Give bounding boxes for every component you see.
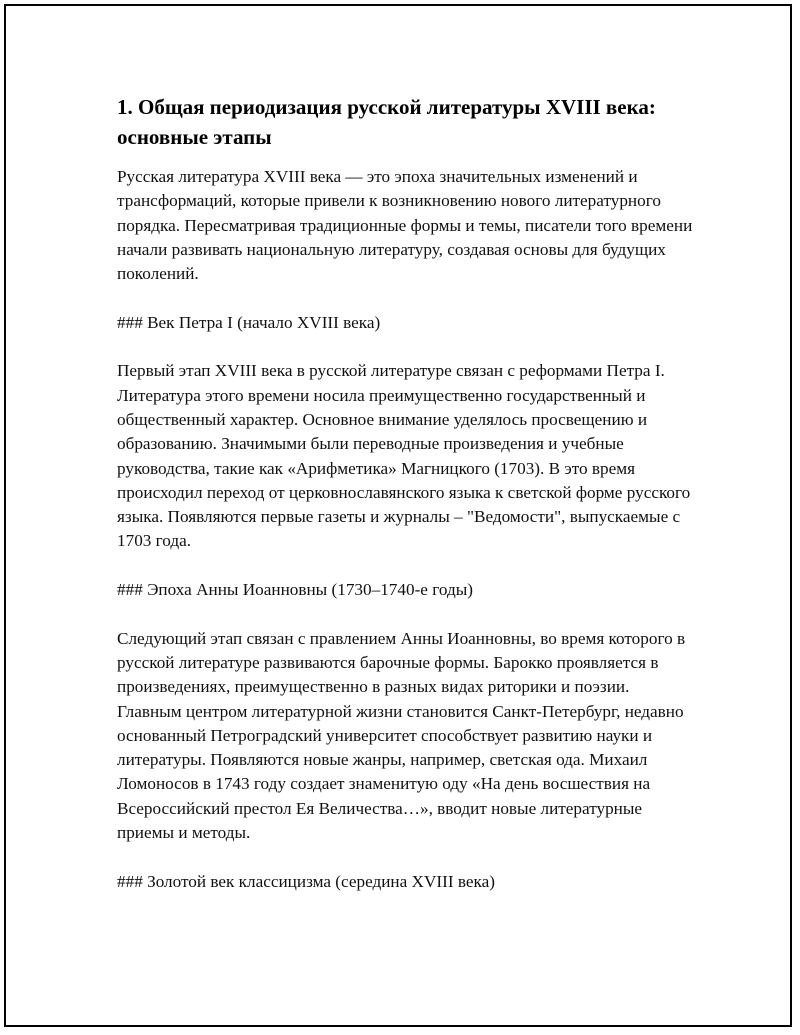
document-body (117, 92, 697, 918)
section-heading-anna: ### Эпоха Анны Иоанновны (1730–1740-е годы) (117, 580, 473, 600)
intro-paragraph: Русская литература XVIII века — это эпоха значительных изменений и трансформаций, которые привели к возникновению нового литературного порядка. Пересматривая традиционные формы и темы, писатели того времени начали развивать национальную литературу, создавая основы для будущих поколений. (117, 167, 693, 284)
section-heading-classicism: ### Золотой век классицизма (середина XVIII века) (117, 871, 495, 891)
paragraph-anna: Следующий этап связан с правлением Анны Иоанновны, во время которого в русской литературе развиваются барочные формы. Барокко проявляется в произведениях, преимущественно в разных видах риторики и поэзии. Главным центром литературной жизни становится Санкт-Петербург, недавно основанный Петроградский университет способствует развитию науки и литературы. Появляются новые жанры, например, светская ода. Михаил Ломоносов в 1743 году создает знаменитую оду «На день восшествия на Всероссийский престол Ея Величества…», вводит новые литературные приемы и методы. (117, 628, 686, 843)
document-title: 1. Общая периодизация русской литературы XVIII века: основные этапы (117, 95, 656, 149)
section-heading-peter: ### Век Петра I (начало XVIII века) (117, 312, 381, 332)
paragraph-peter: Первый этап XVIII века в русской литературе связан с реформами Петра I. Литература этого времени носила преимущественно государственный и общественный характер. Основное внимание уделялось просвещению и образованию. Значимыми были переводные произведения и учебные руководства, такие как «Арифметика» Магницкого (1703). В это время происходил переход от церковнославянского языка к светской форме русского языка. Появляются первые газеты и журналы – "Ведомости", выпускаемые с 1703 года. (117, 361, 691, 551)
